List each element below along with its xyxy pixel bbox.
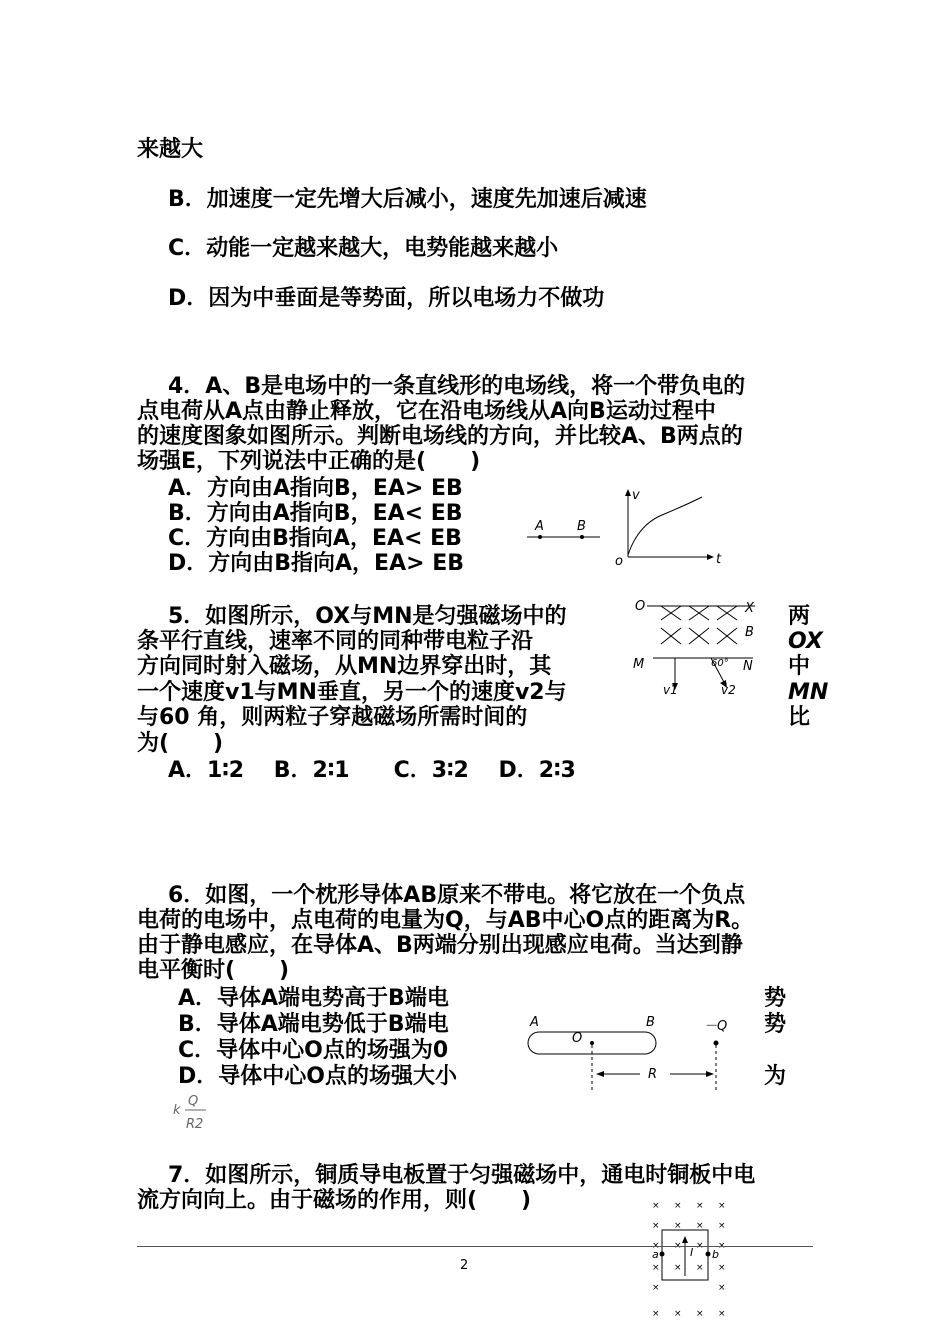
q5-stem-line3: 方向同时射入磁场，从MN边界穿出时，其 [137, 654, 552, 679]
q4-velocity-figure [520, 485, 750, 575]
q5-right-word2: OX [788, 629, 823, 654]
svg-text:×: × [652, 1283, 660, 1293]
q6-option-b-end: 势 [764, 1012, 787, 1037]
svg-text:×: × [674, 1221, 682, 1231]
svg-text:×: × [652, 1241, 660, 1251]
q5-label-x: X [745, 601, 754, 616]
q6-option-b: B．导体A端电势低于B端电 [178, 1012, 449, 1037]
q4-origin: o [615, 554, 623, 569]
svg-text:×: × [696, 1201, 704, 1211]
q4-axis-v: v [632, 488, 640, 503]
svg-text:×: × [652, 1263, 660, 1273]
q7-label-b: b [712, 1248, 719, 1261]
svg-text:×: × [696, 1241, 704, 1251]
svg-text:×: × [718, 1241, 726, 1251]
q5-label-v2: v2 [721, 683, 736, 697]
q4-option-c: C．方向由B指向A，EA< EB [168, 526, 462, 551]
svg-text:×: × [674, 1201, 682, 1211]
q3-option-d: D．因为中垂面是等势面，所以电场力不做功 [168, 286, 605, 311]
q6-label-r: R [648, 1067, 658, 1082]
q4-label-a: A [535, 519, 544, 534]
q7-stem-line2: 流方向向上。由于磁场的作用，则( ) [137, 1188, 532, 1213]
q5-right-word3: 中 [788, 654, 811, 679]
svg-text:×: × [718, 1221, 726, 1231]
q4-option-b: B．方向由A指向B，EA< EB [168, 501, 463, 526]
svg-text:×: × [718, 1263, 726, 1273]
q5-label-m: M [633, 657, 645, 672]
q6-label-b: B [646, 1015, 655, 1030]
q6-formula-k: k [173, 1103, 181, 1118]
svg-text:×: × [674, 1241, 682, 1251]
q5-options: A．1∶2 B．2∶1 C．3∶2 D．2∶3 [168, 758, 576, 783]
q6-option-d: D．导体中心O点的场强大小 [178, 1064, 457, 1089]
q3-option-b: B．加速度一定先增大后减小，速度先加速后减速 [168, 187, 647, 212]
q5-label-b: B [745, 625, 754, 640]
q5-stem-line6: 为( ) [137, 731, 224, 756]
q5-stem-line1: 5．如图所示，OX与MN是匀强磁场中的 [168, 604, 567, 629]
q5-right-word1: 两 [788, 604, 811, 629]
q4-option-d: D．方向由B指向A，EA> EB [168, 551, 465, 576]
q5-label-v1: v1 [663, 683, 678, 697]
footer-divider [137, 1246, 813, 1247]
svg-text:×: × [674, 1309, 682, 1319]
q6-stem-line2: 电荷的电场中，点电荷的电量为Q，与AB中心O点的距离为R。 [137, 908, 754, 933]
q7-copper-plate-figure [640, 1196, 740, 1324]
q6-stem-line4: 电平衡时( ) [137, 958, 290, 983]
q6-formula [170, 1090, 220, 1132]
q6-label-charge: －Q [704, 1019, 728, 1034]
q5-angle-label: 60° [711, 658, 729, 669]
q7-label-current: I [690, 1246, 694, 1259]
q7-label-a: a [652, 1248, 659, 1261]
q6-conductor-figure [520, 1010, 760, 1100]
q5-stem-line2: 条平行直线，速率不同的同种带电粒子沿 [137, 629, 534, 654]
q3-option-c: C．动能一定越来越大，电势能越来越小 [168, 236, 559, 261]
q5-label-o: O [635, 599, 646, 614]
q4-axis-t: t [716, 552, 722, 567]
svg-text:×: × [718, 1201, 726, 1211]
q6-stem-line3: 由于静电感应，在导体A、B两端分别出现感应电荷。当达到静 [137, 933, 743, 958]
svg-text:×: × [652, 1201, 660, 1211]
svg-text:×: × [718, 1309, 726, 1319]
svg-text:×: × [652, 1221, 660, 1231]
q4-stem-line3: 的速度图象如图所示。判断电场线的方向，并比较A、B两点的 [137, 424, 743, 449]
q4-stem-line4: 场强E，下列说法中正确的是( ) [137, 449, 481, 474]
svg-text:×: × [696, 1309, 704, 1319]
q4-stem-line2: 点电荷从A点由静止释放，它在沿电场线从A向B运动过程中 [137, 399, 716, 424]
q6-option-a: A．导体A端电势高于B端电 [178, 986, 449, 1011]
q6-formula-r2: R2 [186, 1117, 204, 1132]
q5-stem-line5: 与60 角，则两粒子穿越磁场所需时间的 [137, 705, 528, 730]
q3-continuation: 来越大 [137, 137, 204, 162]
svg-text:×: × [674, 1263, 682, 1273]
q4-stem-line1: 4．A、B是电场中的一条直线形的电场线，将一个带负电的 [168, 374, 746, 399]
svg-text:×: × [696, 1221, 704, 1231]
svg-text:×: × [652, 1309, 660, 1319]
q6-label-a: A [530, 1015, 539, 1030]
q5-right-word5: 比 [788, 705, 811, 730]
q5-magnetic-field-figure [625, 596, 775, 700]
q6-label-o: O [572, 1031, 583, 1046]
q5-label-n: N [743, 659, 753, 674]
q6-option-a-end: 势 [764, 986, 787, 1011]
q6-option-c: C．导体中心O点的场强为0 [178, 1038, 449, 1063]
q5-right-word4: MN [788, 680, 829, 705]
svg-text:×: × [718, 1283, 726, 1293]
q4-label-b: B [577, 519, 586, 534]
q6-formula-q: Q [188, 1094, 199, 1109]
q7-stem-line1: 7．如图所示，铜质导电板置于匀强磁场中，通电时铜板中电 [168, 1163, 756, 1188]
svg-text:×: × [696, 1263, 704, 1273]
q4-option-a: A．方向由A指向B，EA> EB [168, 476, 463, 501]
q6-option-d-end: 为 [764, 1064, 787, 1089]
page-number: 2 [460, 1258, 469, 1273]
q6-stem-line1: 6．如图，一个枕形导体AB原来不带电。将它放在一个负点 [168, 883, 746, 908]
q5-stem-line4: 一个速度v1与MN垂直，另一个的速度v2与 [137, 680, 567, 705]
